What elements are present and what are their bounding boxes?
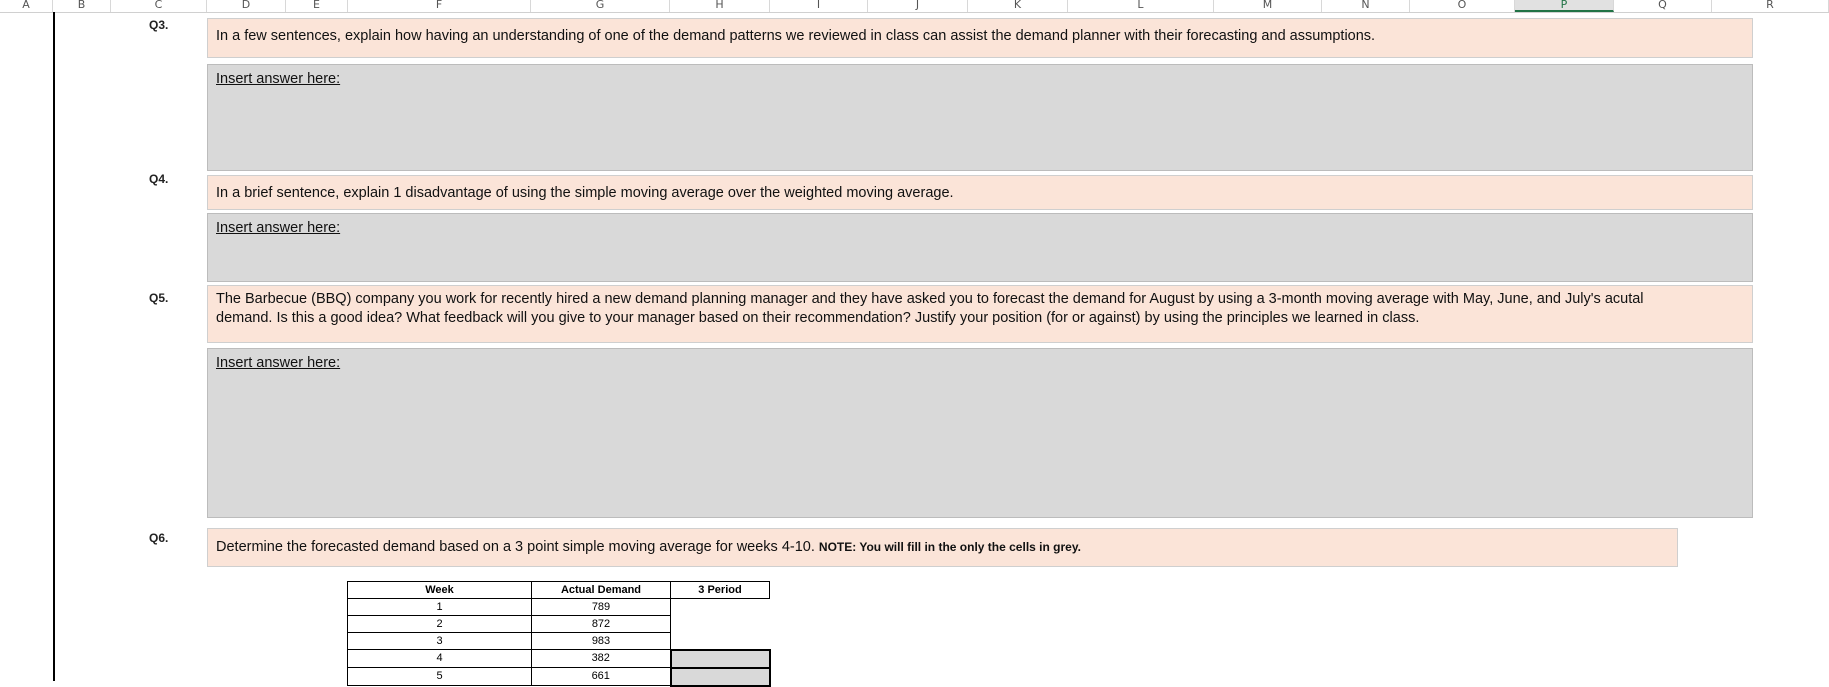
week-cell[interactable]: 4 <box>348 650 532 668</box>
column-header-a[interactable]: A <box>0 0 53 12</box>
column-header-b[interactable]: B <box>53 0 111 12</box>
column-header-o[interactable]: O <box>1410 0 1515 12</box>
question-note-q6: NOTE: You will fill in the only the cells in grey. <box>818 540 1081 554</box>
column-header-h[interactable]: H <box>670 0 770 12</box>
table-row <box>348 668 770 686</box>
column-header-n[interactable]: N <box>1322 0 1410 12</box>
column-header-f[interactable]: F <box>348 0 531 12</box>
question-text-q5[interactable] <box>207 285 1753 343</box>
question-label-q6: Q6. <box>149 531 169 545</box>
week-cell[interactable]: 5 <box>348 668 532 686</box>
header-week[interactable]: Week <box>348 582 532 599</box>
week-cell[interactable]: 3 <box>348 633 532 650</box>
question-text-q5-line2: demand. Is this a good idea? What feedback will you give to your manager based on their recommendation? Justify your position (for or against) by using the principles we learned in class. <box>216 310 1420 326</box>
column-header-m[interactable]: M <box>1214 0 1322 12</box>
column-header-c[interactable]: C <box>111 0 207 12</box>
column-header-i[interactable]: I <box>770 0 868 12</box>
question-text-q4[interactable]: In a brief sentence, explain 1 disadvantage of using the simple moving average over the weighted moving average. <box>207 175 1753 210</box>
table-row <box>348 633 770 650</box>
moving-average-table <box>347 581 771 687</box>
answer-cell-q3[interactable] <box>207 64 1753 171</box>
demand-cell[interactable]: 789 <box>532 599 671 616</box>
left-border-rule <box>53 12 55 681</box>
answer-cell-q4[interactable] <box>207 213 1753 282</box>
forecast-cell-empty[interactable] <box>671 616 770 633</box>
question-label-q5: Q5. <box>149 291 169 305</box>
column-header-p[interactable]: P <box>1515 0 1614 12</box>
table-row <box>348 650 770 668</box>
header-3-period[interactable]: 3 Period <box>671 582 770 599</box>
week-cell[interactable]: 2 <box>348 616 532 633</box>
column-header-e[interactable]: E <box>286 0 348 12</box>
column-header-r[interactable]: R <box>1712 0 1829 12</box>
question-label-q4: Q4. <box>149 172 169 186</box>
question-text-q5-line1: The Barbecue (BBQ) company you work for recently hired a new demand planning manager and they have asked you to forecast the demand for August by using a 3-month moving average with May, June, and July's acutal <box>216 291 1644 307</box>
question-text-q6[interactable] <box>207 528 1678 567</box>
column-header-l[interactable]: L <box>1068 0 1214 12</box>
question-label-q3: Q3. <box>149 18 169 32</box>
answer-prompt-q4: Insert answer here: <box>216 220 341 236</box>
question-text-q3[interactable]: In a few sentences, explain how having an understanding of one of the demand patterns we reviewed in class can assist the demand planner with their forecasting and assumptions. <box>207 18 1753 58</box>
forecast-input-cell[interactable] <box>671 650 770 668</box>
column-header-g[interactable]: G <box>531 0 670 12</box>
column-header-d[interactable]: D <box>207 0 286 12</box>
forecast-input-cell[interactable] <box>671 668 770 686</box>
demand-cell[interactable]: 872 <box>532 616 671 633</box>
answer-prompt-q3: Insert answer here: <box>216 71 341 87</box>
week-cell[interactable]: 1 <box>348 599 532 616</box>
table-row <box>348 599 770 616</box>
column-header-q[interactable]: Q <box>1614 0 1712 12</box>
answer-cell-q5[interactable] <box>207 348 1753 518</box>
demand-cell[interactable]: 382 <box>532 650 671 668</box>
column-header-bar <box>0 0 1829 13</box>
table-header-row <box>348 582 770 599</box>
question-text-q6-main: Determine the forecasted demand based on a 3 point simple moving average for weeks 4-10. <box>216 539 815 555</box>
answer-prompt-q5: Insert answer here: <box>216 355 341 371</box>
demand-cell[interactable]: 983 <box>532 633 671 650</box>
forecast-cell-empty[interactable] <box>671 633 770 650</box>
column-header-j[interactable]: J <box>868 0 968 12</box>
header-actual-demand[interactable]: Actual Demand <box>532 582 671 599</box>
forecast-cell-empty[interactable] <box>671 599 770 616</box>
column-header-k[interactable]: K <box>968 0 1068 12</box>
table-row <box>348 616 770 633</box>
demand-cell[interactable]: 661 <box>532 668 671 686</box>
